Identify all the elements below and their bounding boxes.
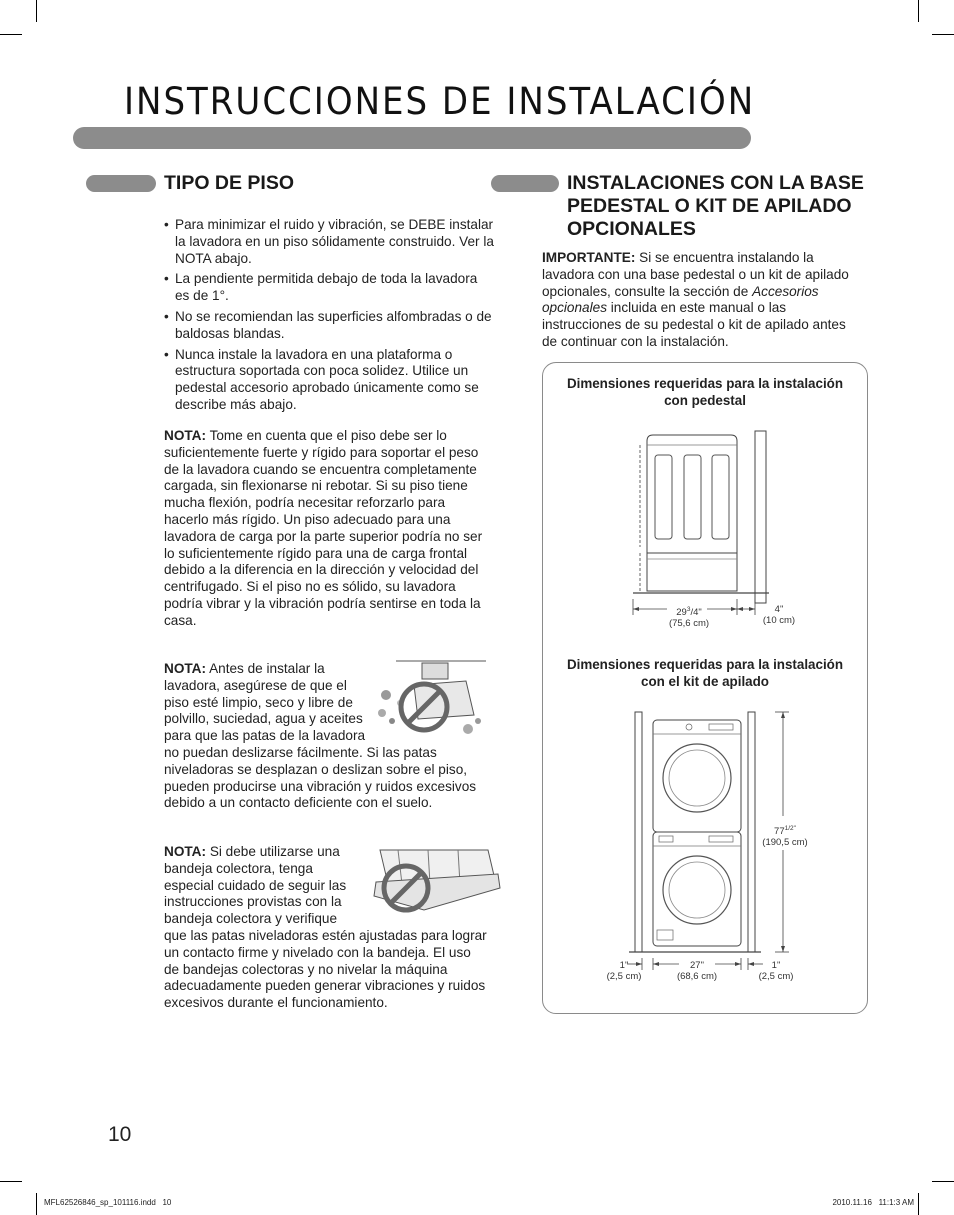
dimension-value: 1" [619, 960, 629, 971]
stack-height-dimension [755, 823, 815, 848]
list-item: • Nunca instale la lavadora en una plataforma o estructura soportada con poca solidez. Utilice un pedestal accesorio aprobado únicamente como se describe más abajo. [164, 347, 494, 414]
dimension-value: 27" [690, 960, 704, 971]
pedestal-gap-dimension [757, 604, 801, 626]
footer-timestamp: 2010.11.16 11:1:3 AM [832, 1198, 914, 1207]
dimension-metric: (10 cm) [762, 615, 796, 626]
dimension-metric: (190,5 cm) [762, 837, 808, 849]
note-floor-strength [164, 428, 486, 630]
dimension-value: 4" [774, 604, 784, 615]
accessories-reference: Accesorios opcionales [542, 283, 819, 316]
crop-mark [932, 1181, 954, 1182]
important-text: incluida en este manual o las instrucciones de su pedestal o kit de apilado antes de continuar con la instalación. [542, 300, 846, 349]
crop-mark [918, 0, 919, 22]
dimension-metric: (2,5 cm) [758, 971, 794, 982]
crop-mark [0, 34, 22, 35]
section-marker [491, 175, 559, 192]
dirty-floor-prohibited-illustration [378, 655, 490, 741]
crop-mark [0, 1181, 22, 1182]
stacked-washer-dryer-diagram [543, 708, 867, 978]
stacking-diagram-title: Dimensiones requeridas para la instalación con el kit de apilado [566, 657, 844, 689]
note-label: NOTA: [164, 428, 207, 443]
title-rule [73, 127, 751, 149]
floor-bullet-list [164, 217, 494, 418]
dimension-metric: (75,6 cm) [668, 618, 710, 630]
list-item: • La pendiente permitida debajo de toda la lavadora es de 1°. [164, 271, 494, 305]
stack-right-gap-dimension [753, 960, 799, 982]
important-notice [542, 250, 864, 351]
note-floor-clean [164, 661, 484, 812]
note-label: NOTA: [164, 844, 207, 859]
important-text: Si se encuentra instalando la lavadora con una base pedestal o un kit de apilado opcionales, consulte la sección de [542, 250, 849, 299]
dimension-value: 1" [771, 960, 781, 971]
section-heading-floor: TIPO DE PISO [164, 172, 295, 194]
heading-line: OPCIONALES [567, 218, 696, 240]
section-marker [86, 175, 156, 192]
section-heading-pedestal [567, 172, 864, 241]
pedestal-width-dimension [659, 604, 719, 629]
stack-width-dimension [669, 960, 725, 982]
important-label: IMPORTANTE: [542, 250, 636, 265]
note-text: Si debe utilizarse una bandeja colectora, tenga especial cuidado de seguir las instrucciones provistas con la bandeja colectora y verifique que las patas niveladoras estén ajustadas para lograr un contacto firme y nivelado con la bandeja. El uso de bandejas colectoras y no nivelar la máquina adecuadamente pueden generar vibraciones y ruidos excesivos durante el funcionamiento. [164, 844, 487, 1011]
dimension-metric: (68,6 cm) [676, 971, 718, 982]
list-item: • Para minimizar el ruido y vibración, se DEBE instalar la lavadora en un piso sólidamente construido. Ver la NOTA abajo. [164, 217, 494, 267]
dimensions-panel [542, 362, 868, 1014]
note-text: Tome en cuenta que el piso debe ser lo suficientemente fuerte y rígido para soportar el peso de la lavadora cuando se encuentra completamente cargada, sin flexionarse ni rebotar. Si su piso tiene mucha flexión, podría necesitar reforzarlo para hacerlo más rígido. Un piso adecuado para una lavadora de carga por la parte superior podría no ser lo suficientemente rígido para una de carga frontal debido a la diferencia en la dirección y velocidad del centrifugado. Si el piso no es sólido, su lavadora podría vibrar y la vibración podría sentirse en toda la casa. [164, 428, 483, 628]
note-text: Antes de instalar la lavadora, asegúrese de que el piso esté limpio, seco y libre de polvillo, suciedad, agua y aceites para que las patas de la lavadora no puedan deslizarse fácilmente. Si las patas niveladoras se desplazan o deslizan sobre el piso, pueden producirse una vibración y ruidos excesivos debido a un contacto deficiente con el suelo. [164, 661, 477, 811]
dimension-value: $29^3/4$" [676, 606, 702, 619]
crop-mark [36, 0, 37, 22]
crop-mark [932, 34, 954, 35]
list-item: • No se recomiendan las superficies alfombradas o de baldosas blandas. [164, 309, 494, 343]
pedestal-washer-diagram [543, 423, 867, 693]
pedestal-diagram-title: Dimensiones requeridas para la instalación con pedestal [566, 376, 844, 408]
heading-line: INSTALACIONES CON LA BASE [567, 172, 864, 194]
page-number: 10 [108, 1123, 132, 1146]
footer-file-info: MFL62526846_sp_101116.indd 10 [44, 1198, 172, 1207]
crop-mark [918, 1193, 919, 1215]
crop-mark [36, 1193, 37, 1215]
dimension-metric: (2,5 cm) [606, 971, 642, 982]
dimension-value: $77^{1/2"}$ [774, 825, 796, 838]
drain-pan-prohibited-illustration [368, 844, 502, 916]
page-title: INSTRUCCIONES DE INSTALACIÓN [124, 80, 756, 124]
note-label: NOTA: [164, 661, 207, 676]
stack-left-gap-dimension [601, 960, 647, 982]
note-drain-pan [164, 844, 488, 1012]
heading-line: PEDESTAL O KIT DE APILADO [567, 195, 852, 217]
